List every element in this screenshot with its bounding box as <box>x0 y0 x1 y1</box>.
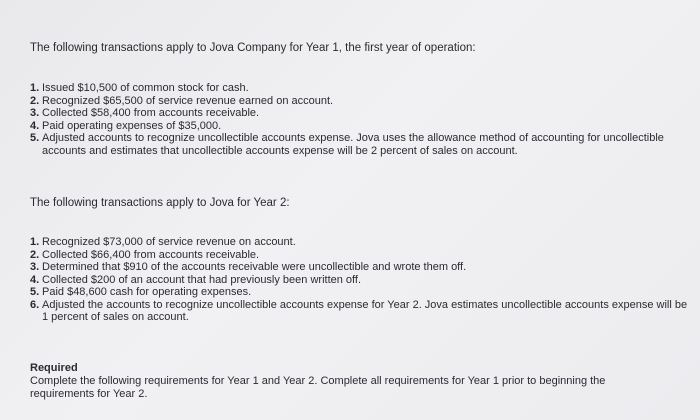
list-item: 3. Collected $58,400 from accounts receivable. <box>30 107 260 119</box>
list-item: 1. Issued $10,500 of common stock for cash. <box>30 82 249 94</box>
year2-intro: The following transactions apply to Jova for Year 2: <box>30 197 290 209</box>
required-text: Complete the following requirements for Year 1 and Year 2. Complete all requirements for Year 1 prior to beginning the requirements for Year 2. <box>30 375 606 400</box>
list-item: 4. Paid operating expenses of $35,000. <box>30 119 222 132</box>
list-item: 5. Paid $48,600 cash for operating expenses. <box>30 286 252 298</box>
list-item: 2. Collected $66,400 from accounts receivable. <box>30 248 260 261</box>
list-item: 2. Recognized $65,500 of service revenue earned on account. <box>30 94 334 107</box>
list-item: 5. Adjusted accounts to recognize uncollectible accounts expense. Jova uses the allowance method of accounting for uncollectible accounts and estimates that uncollectible accounts expense will be 2 percent of sales on account. <box>30 132 664 157</box>
year1-transaction-list <box>30 82 685 157</box>
list-item: 3. Determined that $910 of the accounts receivable were uncollectible and wrote them off. <box>30 261 467 273</box>
list-item: 1. Recognized $73,000 of service revenue on account. <box>30 236 296 248</box>
list-item: 4. Collected $200 of an account that had previously been written off. <box>30 273 362 286</box>
required-heading: Required <box>30 362 78 374</box>
year2-transaction-list <box>30 236 690 324</box>
year1-intro: The following transactions apply to Jova Company for Year 1, the first year of operation: <box>30 42 476 54</box>
list-item: 6. Adjusted the accounts to recognize uncollectible accounts expense for Year 2. Jova estimates uncollectible accounts expense will be 1 percent of sales on account. <box>30 298 688 323</box>
